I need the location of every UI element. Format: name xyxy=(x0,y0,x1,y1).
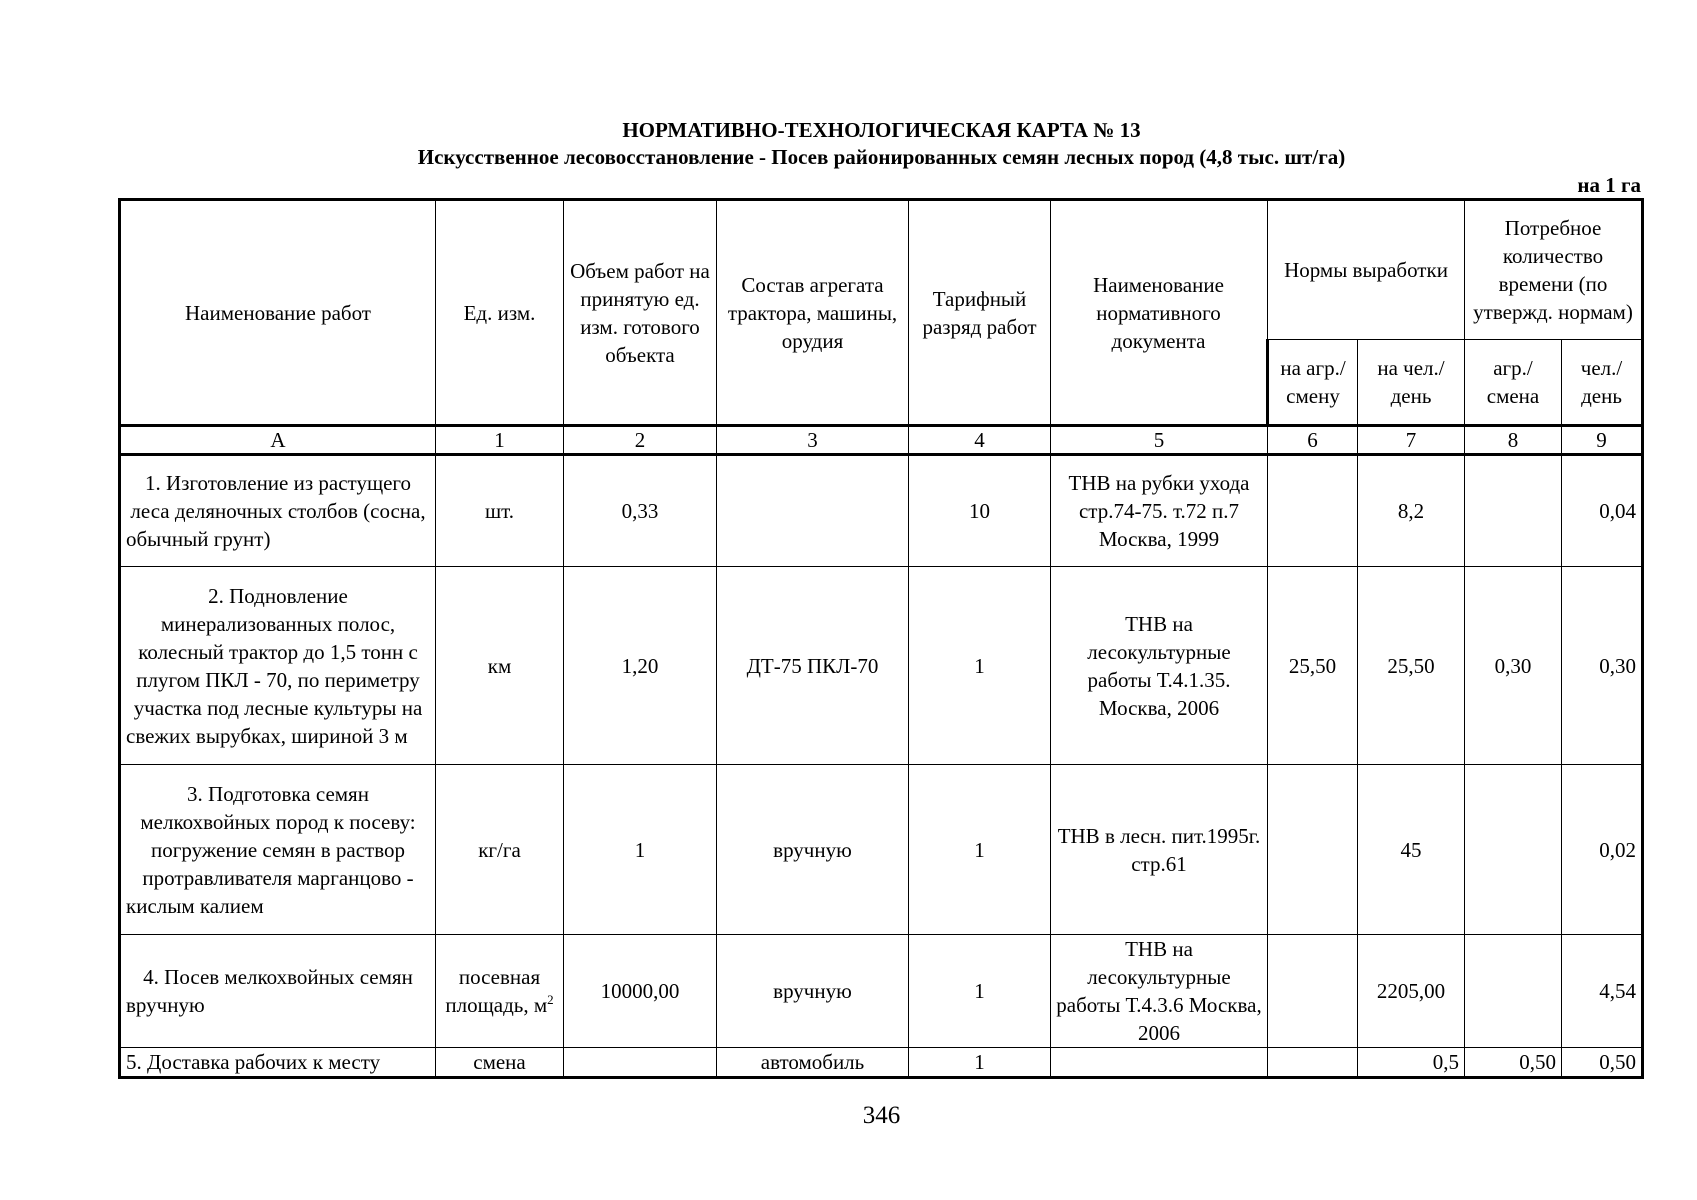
row-document: ТНВ на лесокультурные работы Т.4.1.35. Москва, 2006 xyxy=(1051,567,1268,765)
row-norm-agr xyxy=(1268,935,1358,1048)
index-cell: А xyxy=(120,426,436,455)
header-machinery: Состав агрегата трактора, машины, орудия xyxy=(717,200,909,426)
header-volume: Объем работ на принятую ед. изм. готового объекта xyxy=(564,200,717,426)
index-cell: 2 xyxy=(564,426,717,455)
page-number: 346 xyxy=(862,1102,901,1129)
row-unit xyxy=(436,765,564,935)
row-unit xyxy=(436,1048,564,1078)
row-unit-sup: 2 xyxy=(547,992,554,1007)
row-tariff: 1 xyxy=(909,765,1051,935)
header-tariff: Тарифный разряд работ xyxy=(909,200,1051,426)
row-unit-text: смена xyxy=(473,1050,526,1074)
row-time-person: 0,04 xyxy=(1562,455,1643,567)
row-norm-agr xyxy=(1268,1048,1358,1078)
row-document: ТНВ в лесн. пит.1995г. стр.61 xyxy=(1051,765,1268,935)
row-volume: 10000,00 xyxy=(564,935,717,1048)
row-norm-person: 0,5 xyxy=(1358,1048,1465,1078)
unit-note: на 1 га xyxy=(1577,173,1641,197)
row-norm-person: 2205,00 xyxy=(1358,935,1465,1048)
table-row xyxy=(120,935,1643,1048)
norms-table xyxy=(118,198,1644,1079)
table-row xyxy=(120,567,1643,765)
page-subtitle: Искусственное лесовосстановление - Посев районированных семян лесных пород (4,8 тыс. шт/га) xyxy=(417,145,1346,169)
row-machinery: вручную xyxy=(717,765,909,935)
row-work-name: 4. Посев мелкохвойных семян вручную xyxy=(120,935,436,1048)
index-cell: 1 xyxy=(436,426,564,455)
row-unit-text: шт. xyxy=(484,499,515,523)
row-machinery: ДТ-75 ПКЛ-70 xyxy=(717,567,909,765)
table-row xyxy=(120,765,1643,935)
row-unit-text: кг/га xyxy=(478,837,521,862)
row-work-name: 1. Изготовление из растущего леса деляночных столбов (сосна, обычный грунт) xyxy=(120,455,436,567)
header-unit: Ед. изм. xyxy=(436,200,564,426)
row-work-name: 3. Подготовка семян мелкохвойных пород к посеву: погружение семян в раствор протравливателя марганцово - кислым калием xyxy=(120,765,436,935)
row-machinery: автомобиль xyxy=(717,1048,909,1078)
row-norm-person: 25,50 xyxy=(1358,567,1465,765)
row-norm-person: 8,2 xyxy=(1358,455,1465,567)
row-tariff: 1 xyxy=(909,567,1051,765)
row-norm-person: 45 xyxy=(1358,765,1465,935)
index-cell: 4 xyxy=(909,426,1051,455)
index-cell: 6 xyxy=(1268,426,1358,455)
row-unit xyxy=(436,935,564,1048)
row-document: ТНВ на лесокультурные работы Т.4.3.6 Москва, 2006 xyxy=(1051,935,1268,1048)
row-unit xyxy=(436,455,564,567)
row-unit-text: км xyxy=(487,653,512,678)
row-volume: 1 xyxy=(564,765,717,935)
row-tariff: 10 xyxy=(909,455,1051,567)
row-time-person: 0,02 xyxy=(1562,765,1643,935)
row-tariff: 1 xyxy=(909,1048,1051,1078)
header-work-name: Наименование работ xyxy=(120,200,436,426)
row-document: ТНВ на рубки ухода стр.74-75. т.72 п.7 Москва, 1999 xyxy=(1051,455,1268,567)
row-tariff: 1 xyxy=(909,935,1051,1048)
row-time-agr: 0,30 xyxy=(1465,567,1562,765)
row-machinery: вручную xyxy=(717,935,909,1048)
row-unit-text: посевная площадь, м xyxy=(445,965,548,1017)
row-time-agr xyxy=(1465,455,1562,567)
row-volume: 1,20 xyxy=(564,567,717,765)
row-time-agr: 0,50 xyxy=(1465,1048,1562,1078)
index-cell: 8 xyxy=(1465,426,1562,455)
header-time-person: чел./ день xyxy=(1562,340,1643,426)
row-work-name: 2. Подновление минерализованных полос, колесный трактор до 1,5 тонн с плугом ПКЛ - 70, по периметру участка под лесные культуры на свежих вырубках, шириной 3 м xyxy=(120,567,436,765)
row-work-name: 5. Доставка рабочих к месту xyxy=(120,1048,436,1078)
row-norm-agr: 25,50 xyxy=(1268,567,1358,765)
table-row xyxy=(120,1048,1643,1078)
header-norm-agr: на агр./ смену xyxy=(1268,340,1358,426)
index-cell: 3 xyxy=(717,426,909,455)
row-time-person: 0,50 xyxy=(1562,1048,1643,1078)
index-cell: 5 xyxy=(1051,426,1268,455)
row-time-agr xyxy=(1465,765,1562,935)
row-norm-agr xyxy=(1268,765,1358,935)
row-unit xyxy=(436,567,564,765)
table-row xyxy=(120,455,1643,567)
header-time: Потребное количество времени (по утвержд. нормам) xyxy=(1465,200,1643,340)
index-cell: 9 xyxy=(1562,426,1643,455)
row-norm-agr xyxy=(1268,455,1358,567)
row-time-agr xyxy=(1465,935,1562,1048)
header-norms: Нормы выработки xyxy=(1268,200,1465,340)
header-norm-person: на чел./ день xyxy=(1358,340,1465,426)
row-time-person: 0,30 xyxy=(1562,567,1643,765)
page-title: НОРМАТИВНО-ТЕХНОЛОГИЧЕСКАЯ КАРТА № 13 xyxy=(622,118,1141,142)
header-document: Наименование нормативного документа xyxy=(1051,200,1268,426)
row-volume: 0,33 xyxy=(564,455,717,567)
row-volume xyxy=(564,1048,717,1078)
index-cell: 7 xyxy=(1358,426,1465,455)
row-time-person: 4,54 xyxy=(1562,935,1643,1048)
row-document xyxy=(1051,1048,1268,1078)
header-time-agr: агр./ смена xyxy=(1465,340,1562,426)
row-machinery xyxy=(717,455,909,567)
